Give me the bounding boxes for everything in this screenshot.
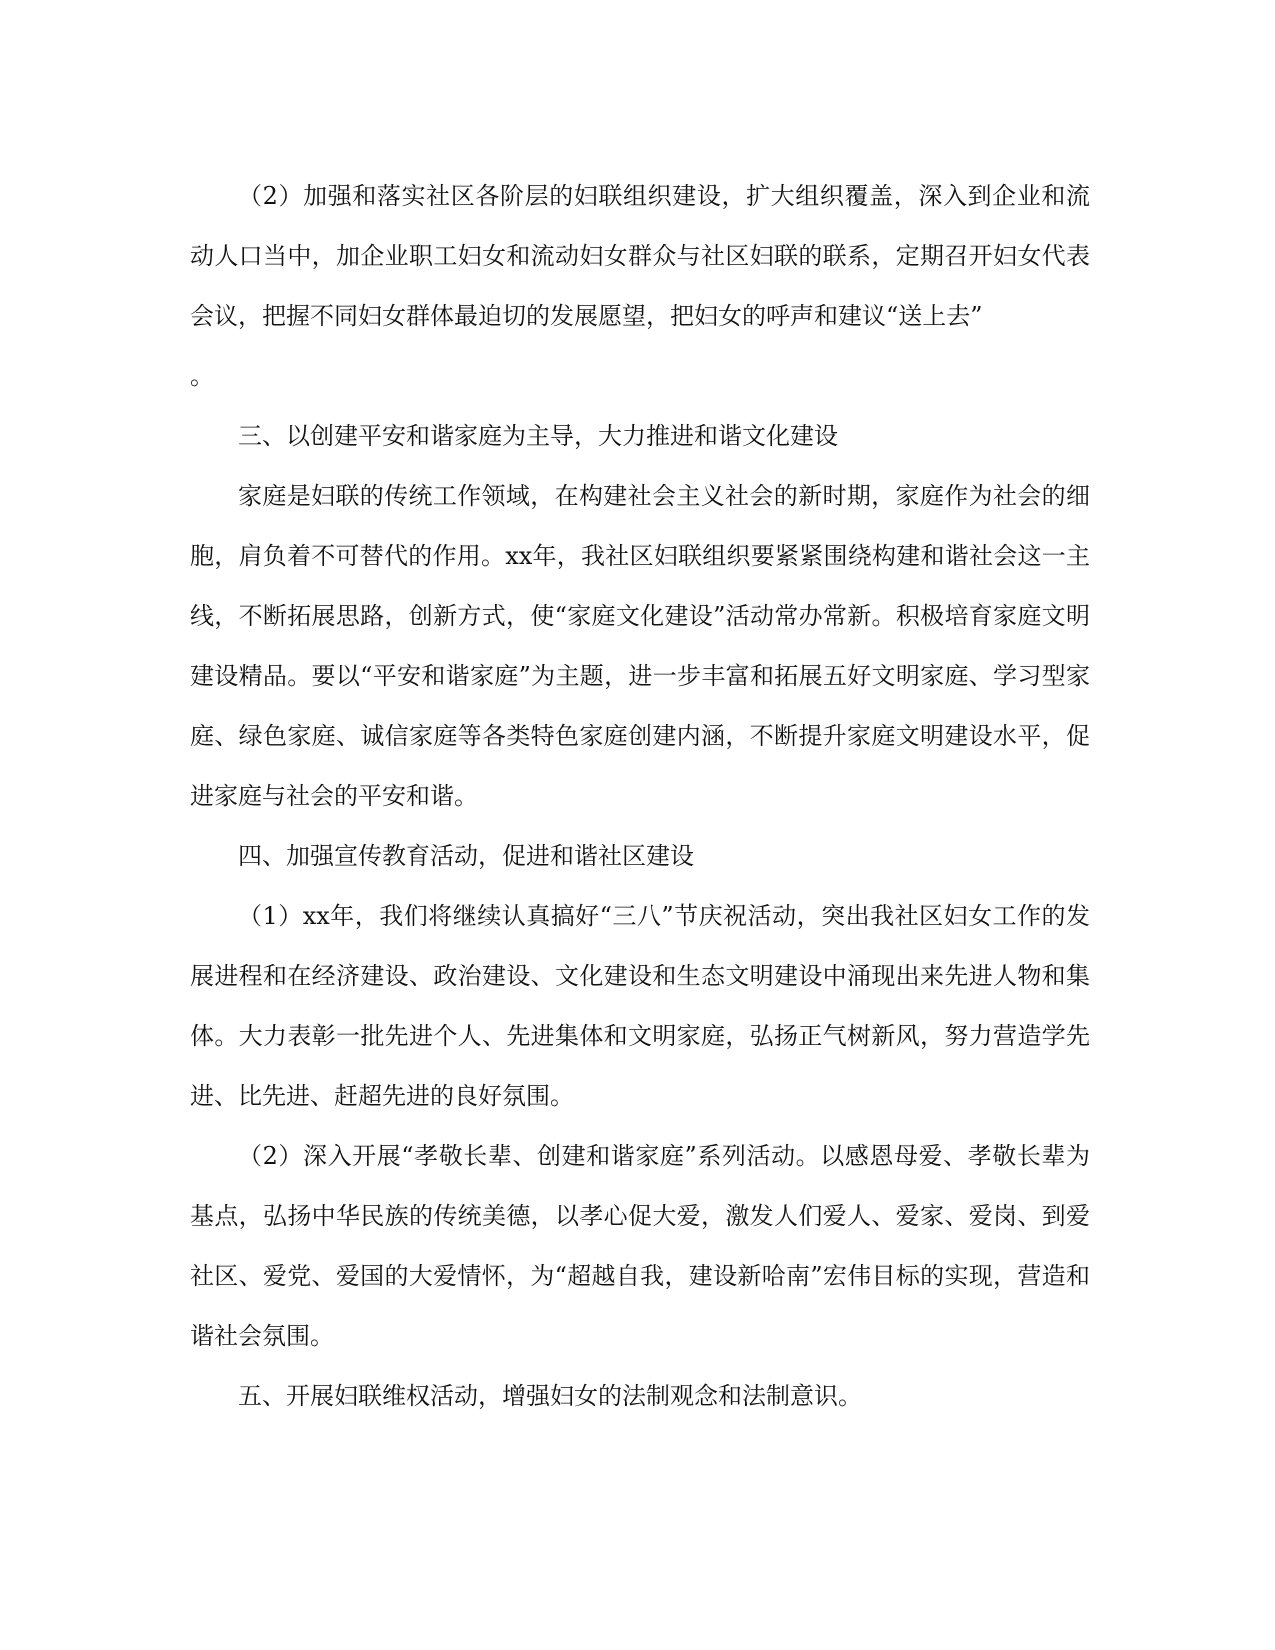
paragraph-trailing-punctuation: 。 xyxy=(190,362,214,390)
section-heading-five: 五、开展妇联维权活动，增强妇女的法制观念和法制意识。 xyxy=(238,1382,862,1410)
section-heading-four: 四、加强宣传教育活动，促进和谐社区建设 xyxy=(238,842,694,870)
section-heading-three: 三、以创建平安和谐家庭为主导，大力推进和谐文化建设 xyxy=(238,422,838,450)
paragraph-filial-piety-activity: （2）深入开展“孝敬长辈、创建和谐家庭”系列活动。以感恩母爱、孝敬长辈为基点，弘扬中华民族的传统美德，以孝心促大爱，激发人们爱人、爱家、爱岗、到爱社区、爱党、爱国的大爱情怀，为“超越自我，建设新哈南”宏伟目标的实现，营造和谐社会氛围。 xyxy=(190,1142,1090,1350)
document-body xyxy=(190,166,1090,1426)
paragraph-womens-day-activity: （1）xx年，我们将继续认真搞好“三八”节庆祝活动，突出我社区妇女工作的发展进程和在经济建设、政治建设、文化建设和生态文明建设中涌现出来先进人物和集体。大力表彰一批先进个人、先进集体和文明家庭，弘扬正气树新风，努力营造学先进、比先进、赶超先进的良好氛围。 xyxy=(190,902,1090,1110)
paragraph-women-federation-organization: （2）加强和落实社区各阶层的妇联组织建设，扩大组织覆盖，深入到企业和流动人口当中，加企业职工妇女和流动妇女群众与社区妇联的联系，定期召开妇女代表会议，把握不同妇女群体最迫切的发展愿望，把妇女的呼声和建议“送上去” xyxy=(190,182,1090,330)
paragraph-family-culture: 家庭是妇联的传统工作领域，在构建社会主义社会的新时期，家庭作为社会的细胞，肩负着不可替代的作用。xx年，我社区妇联组织要紧紧围绕构建和谐社会这一主线，不断拓展思路，创新方式，使“家庭文化建设”活动常办常新。积极培育家庭文明建设精品。要以“平安和谐家庭”为主题，进一步丰富和拓展五好文明家庭、学习型家庭、绿色家庭、诚信家庭等各类特色家庭创建内涵，不断提升家庭文明建设水平，促进家庭与社会的平安和谐。 xyxy=(190,482,1090,810)
